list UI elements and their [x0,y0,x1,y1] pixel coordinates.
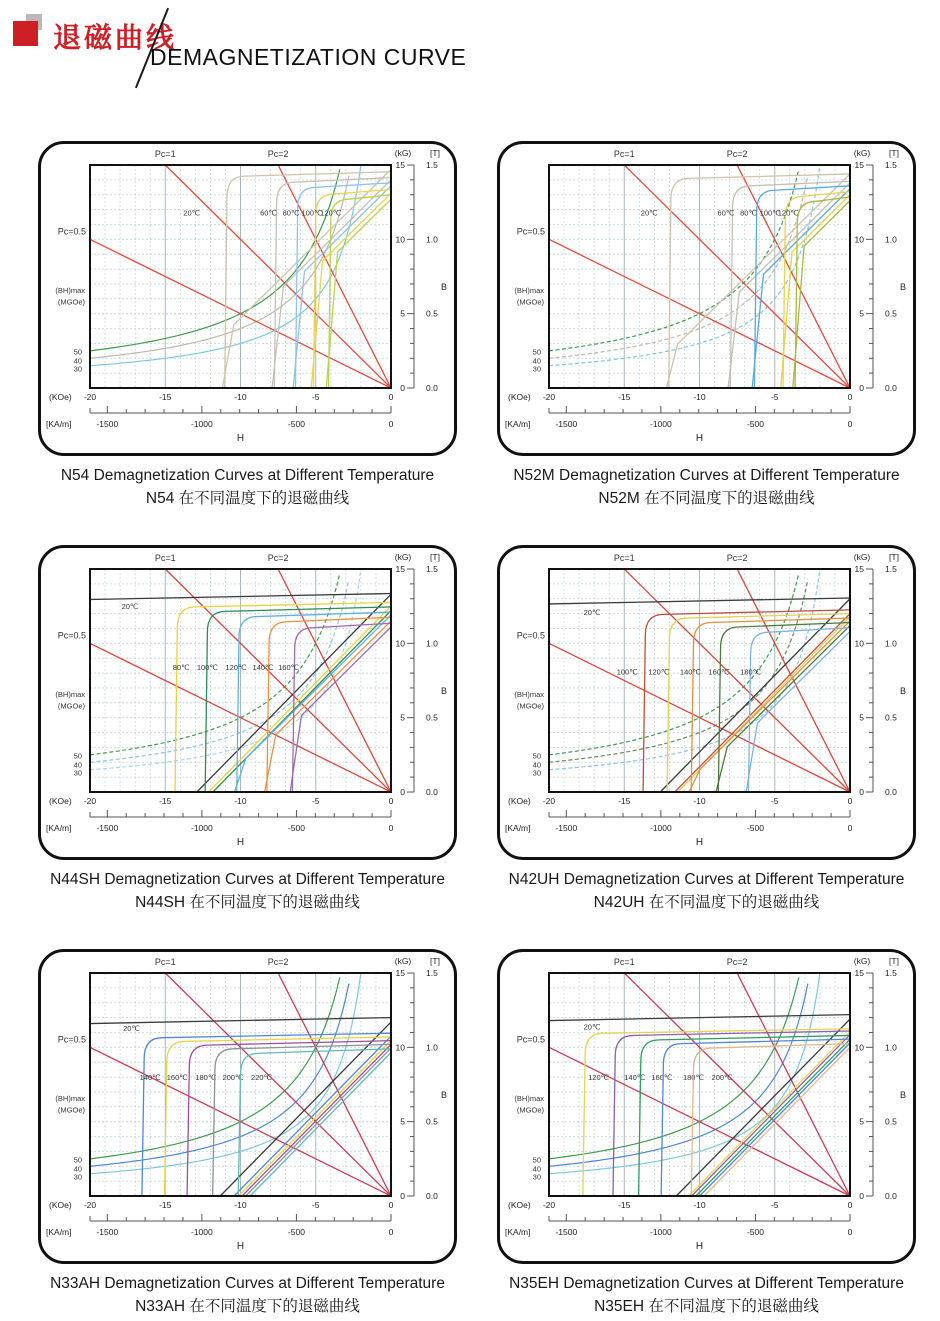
h-axis-title: H [236,1241,245,1252]
temp-label-140: 140℃ [252,663,274,673]
pc05-label: Pc=0.5 [516,226,545,237]
bhmax-value-40: 40 [532,1164,541,1174]
bhmax-value-50: 50 [73,347,82,357]
koe-tick-label: -15 [618,1200,631,1210]
t-tick-label: 1.5 [885,160,897,170]
t-tick-label: 1.0 [885,638,897,649]
t-tick-label: 0.5 [426,308,438,319]
t-tick-label: 1.5 [426,968,438,978]
caption-en: N42UH Demagnetization Curves at Different Temperature [508,871,905,888]
kam-unit-label: [KA/m] [505,419,531,429]
caption-en: N35EH Demagnetization Curves at Different Temperature [509,1275,904,1292]
t-tick-label: 0.5 [885,712,897,723]
intrinsic-curve-20 [669,174,850,388]
chart-panel-n33ah [38,949,457,1264]
temp-label-80: 80℃ [282,208,300,218]
bhmax-label: (BH)max [55,285,85,295]
caption-en: N54 Demagnetization Curves at Different Temperature [60,467,435,484]
caption-zh: N33AH 在不同温度下的退磁曲线 [135,1298,360,1315]
kam-tick-label: 0 [847,1227,853,1237]
load-line-pc-1 [624,569,850,792]
t-tick-label: 0.5 [885,1116,897,1127]
load-line-pc-1 [624,165,850,388]
kam-tick-label: -500 [287,823,305,833]
intrinsic-curve-100 [643,610,850,792]
pc1-label: Pc=1 [154,553,176,563]
temp-label-160: 160℃ [651,1073,673,1083]
t-tick-label: 1.0 [426,234,438,245]
temp-label-120: 120℃ [648,667,670,677]
t-unit-label: [T] [430,552,440,562]
chart-caption [38,868,457,914]
kam-tick-label: -1500 [555,823,578,833]
bhmax-value-40: 40 [73,356,82,366]
temp-label-200: 200℃ [711,1073,733,1083]
kg-tick-label: 15 [395,968,405,978]
pc05-label: Pc=0.5 [57,1034,86,1045]
t-tick-label: 0.0 [426,787,438,797]
kg-tick-label: 0 [400,787,405,797]
koe-unit-label: (KOe) [49,1200,72,1210]
kam-tick-label: -1000 [191,823,213,833]
t-tick-label: 0.5 [885,308,897,319]
t-tick-label: 0.0 [885,383,897,393]
chart-panel-n52m [497,141,916,456]
kam-tick-label: 0 [388,1227,394,1237]
temp-label-160: 160℃ [278,663,300,673]
bhmax-value-40: 40 [532,356,541,366]
caption-en: N33AH Demagnetization Curves at Different Temperature [50,1275,445,1292]
kg-tick-label: 10 [395,638,405,649]
h-axis-title: H [695,433,704,444]
grid [90,165,391,388]
kg-unit-label: (kG) [394,956,412,966]
t-tick-label: 0.0 [426,1191,438,1201]
n33ah-demagnetization-plot [41,952,454,1261]
chart-caption [497,1272,916,1318]
pc2-label: Pc=2 [267,149,289,159]
t-unit-label: [T] [889,956,899,966]
chart-cell-n33ah [38,949,457,1318]
koe-tick-label: -10 [693,392,706,402]
koe-tick-label: -10 [234,392,247,402]
chart-caption [497,464,916,510]
pc1-label: Pc=1 [613,149,635,159]
temp-label-20: 20℃ [123,1023,140,1033]
b-axis-title: B [899,1089,907,1100]
kg-tick-label: 0 [859,383,864,393]
caption-zh: N52M 在不同温度下的退磁曲线 [598,490,815,507]
temp-label-20: 20℃ [121,602,139,612]
koe-unit-label: (KOe) [508,796,531,806]
normal-curve-20 [222,169,391,388]
koe-tick-label: -20 [542,796,556,806]
caption-zh: N42UH 在不同温度下的退磁曲线 [593,894,820,911]
kam-tick-label: 0 [847,823,853,833]
caption-en: N52M Demagnetization Curves at Different Temperature [513,467,900,484]
temp-label-120: 120℃ [225,663,247,673]
t-tick-label: 0.5 [426,712,438,723]
koe-tick-label: -10 [693,796,706,806]
n42uh-demagnetization-plot [500,548,913,857]
h-axis-title: H [695,837,704,848]
chart-cell-n44sh [38,545,457,914]
bhmax-value-50: 50 [73,751,82,761]
bhmax-value-40: 40 [532,760,541,770]
kam-tick-label: -500 [746,823,764,833]
kg-tick-label: 10 [854,638,864,649]
t-tick-label: 1.0 [885,234,897,245]
intrinsic-curve-120 [795,197,850,388]
t-tick-label: 1.5 [426,564,438,574]
chart-caption [38,464,457,510]
kg-tick-label: 10 [395,234,405,245]
kam-tick-label: -1000 [650,419,672,429]
koe-tick-label: -15 [159,392,172,402]
temp-label-80: 80℃ [740,208,757,218]
kam-tick-label: -1500 [96,1227,119,1237]
kam-tick-label: -1000 [650,823,672,833]
bhmax-contour-50 [549,169,799,350]
kam-tick-label: -500 [287,419,305,429]
kam-tick-label: -500 [746,1227,764,1237]
mgoe-label: (MGOe) [57,297,85,307]
kam-tick-label: -1000 [191,419,213,429]
mgoe-label: (MGOe) [516,1105,544,1115]
chart-cell-n52m [497,141,916,510]
temp-label-220: 220℃ [251,1073,272,1083]
load-line-pc-2 [278,165,391,388]
t-unit-label: [T] [889,552,899,562]
kam-tick-label: -1500 [555,419,578,429]
koe-tick-label: -20 [542,392,556,402]
chart-grid [38,141,916,1318]
pc1-label: Pc=1 [154,149,176,159]
koe-tick-label: -5 [311,392,320,402]
t-tick-label: 0.0 [885,787,897,797]
t-tick-label: 1.0 [426,1042,438,1053]
koe-unit-label: (KOe) [49,392,72,402]
koe-tick-label: -5 [770,1200,779,1210]
koe-tick-label: -10 [693,1200,706,1210]
temp-label-20: 20℃ [583,608,601,618]
n54-demagnetization-plot [41,144,454,453]
b-axis-title: B [440,685,448,696]
bhmax-contour-50 [549,977,799,1158]
bhmax-label: (BH)max [514,689,544,699]
pc05-label: Pc=0.5 [516,1034,545,1045]
bhmax-contour-40 [90,984,349,1167]
koe-tick-label: 0 [847,796,853,806]
bhmax-value-30: 30 [532,364,541,374]
kg-tick-label: 0 [859,787,864,797]
koe-tick-label: -5 [770,796,779,806]
t-tick-label: 0.0 [426,383,438,393]
kam-tick-label: -1500 [555,1227,578,1237]
kg-tick-label: 5 [400,712,405,723]
temp-label-160: 160℃ [166,1073,188,1083]
pc2-label: Pc=2 [726,553,748,563]
pc1-label: Pc=1 [154,957,176,967]
grid [549,165,850,388]
bhmax-value-30: 30 [73,364,82,374]
bhmax-label: (BH)max [55,1093,85,1103]
temp-label-180: 180℃ [195,1073,217,1083]
kg-unit-label: (kG) [394,148,412,158]
temp-label-100: 100℃ [759,208,781,218]
kg-tick-label: 0 [400,1191,405,1201]
temp-label-20: 20℃ [640,208,658,218]
kam-tick-label: -1000 [650,1227,672,1237]
b-axis-title: B [899,281,907,292]
pc1-label: Pc=1 [613,553,635,563]
chart-panel-n44sh [38,545,457,860]
koe-tick-label: -10 [234,1200,247,1210]
kg-tick-label: 15 [395,564,405,574]
temp-label-200: 200℃ [222,1073,244,1083]
kg-tick-label: 15 [854,160,864,170]
normal-curve-180 [746,631,850,792]
kam-tick-label: -500 [746,419,764,429]
temp-label-100: 100℃ [301,208,323,218]
temp-label-100: 100℃ [616,667,638,677]
kg-tick-label: 5 [400,308,405,319]
koe-tick-label: 0 [388,796,394,806]
pc1-label: Pc=1 [613,957,635,967]
chart-panel-n42uh [497,545,916,860]
kam-tick-label: 0 [388,823,394,833]
n44sh-demagnetization-plot [41,548,454,857]
bhmax-contour-50 [90,169,340,350]
bhmax-contour-40 [549,580,808,763]
temp-label-180: 180℃ [682,1073,704,1083]
pc2-label: Pc=2 [267,553,289,563]
mgoe-label: (MGOe) [516,701,544,711]
t-unit-label: [T] [889,148,899,158]
kam-unit-label: [KA/m] [505,1227,531,1237]
caption-en: N44SH Demagnetization Curves at Different Temperature [50,871,445,888]
chart-caption [38,1272,457,1318]
normal-curve-140 [689,621,850,792]
temp-label-120: 120℃ [588,1073,610,1083]
load-line-pc-2 [278,973,391,1196]
chart-cell-n42uh [497,545,916,914]
temp-label-180: 180℃ [740,667,762,677]
kg-tick-label: 15 [854,968,864,978]
pc05-label: Pc=0.5 [57,226,86,237]
koe-tick-label: -15 [159,1200,172,1210]
h-axis-title: H [695,1241,704,1252]
b-axis-title: B [440,281,448,292]
pc05-label: Pc=0.5 [57,630,86,641]
koe-unit-label: (KOe) [508,392,531,402]
t-unit-label: [T] [430,148,440,158]
kg-unit-label: (kG) [394,552,412,562]
kam-tick-label: -1500 [96,823,119,833]
kg-tick-label: 5 [400,1116,405,1127]
bhmax-label: (BH)max [514,285,544,295]
kg-tick-label: 15 [854,564,864,574]
bhmax-value-50: 50 [532,751,541,761]
koe-tick-label: -5 [770,392,779,402]
koe-tick-label: -15 [618,392,631,402]
koe-tick-label: 0 [847,1200,853,1210]
bhmax-value-50: 50 [532,1155,541,1165]
intrinsic-curve-180 [187,1041,391,1196]
pc2-label: Pc=2 [726,957,748,967]
temp-label-120: 120℃ [777,208,799,218]
kam-tick-label: -1000 [191,1227,213,1237]
bhmax-label: (BH)max [55,689,85,699]
bhmax-value-40: 40 [73,1164,82,1174]
kam-unit-label: [KA/m] [46,823,72,833]
h-axis-title: H [236,837,245,848]
koe-unit-label: (KOe) [508,1200,531,1210]
page-title-zh: 退磁曲线 [53,22,178,53]
koe-tick-label: -20 [83,796,97,806]
mgoe-label: (MGOe) [516,297,544,307]
t-tick-label: 1.0 [885,1042,897,1053]
kam-tick-label: -500 [287,1227,305,1237]
koe-tick-label: 0 [388,392,394,402]
kg-tick-label: 15 [395,160,405,170]
chart-panel-n54 [38,141,457,456]
bhmax-contour-40 [90,176,349,359]
normal-curve-140 [265,621,391,792]
bhmax-contour-50 [549,573,799,754]
t-tick-label: 1.0 [426,638,438,649]
temp-label-160: 160℃ [708,667,730,677]
koe-tick-label: -5 [311,796,320,806]
caption-zh: N44SH 在不同温度下的退磁曲线 [135,894,360,911]
bhmax-value-30: 30 [73,768,82,778]
koe-tick-label: 0 [388,1200,394,1210]
bhmax-value-50: 50 [532,347,541,357]
kg-tick-label: 5 [859,308,864,319]
kg-unit-label: (kG) [853,552,871,562]
pc05-label: Pc=0.5 [516,630,545,641]
koe-tick-label: -15 [159,796,172,806]
koe-tick-label: -20 [83,392,97,402]
koe-unit-label: (KOe) [49,796,72,806]
intrinsic-curve-160 [639,1035,850,1196]
bhmax-value-30: 30 [532,768,541,778]
chart-caption [497,868,916,914]
kam-unit-label: [KA/m] [46,1227,72,1237]
temp-label-140: 140℃ [679,667,701,677]
b-axis-title: B [899,685,907,696]
normal-curve-120 [326,199,391,388]
kam-tick-label: 0 [388,419,394,429]
kam-unit-label: [KA/m] [505,823,531,833]
page-header [0,0,940,120]
h-axis-title: H [236,433,245,444]
n52m-demagnetization-plot [500,144,913,453]
temp-label-60: 60℃ [717,208,735,218]
t-tick-label: 1.5 [885,968,897,978]
temp-label-140: 140℃ [139,1073,161,1083]
kg-tick-label: 0 [859,1191,864,1201]
kg-tick-label: 5 [859,1116,864,1127]
temp-label-20: 20℃ [583,1022,601,1032]
bhmax-value-50: 50 [73,1155,82,1165]
kg-unit-label: (kG) [853,148,871,158]
t-tick-label: 1.5 [885,564,897,574]
koe-tick-label: -15 [618,796,631,806]
load-line-pc-2 [737,973,850,1196]
t-tick-label: 0.0 [885,1191,897,1201]
kg-tick-label: 0 [400,383,405,393]
load-line-pc-1 [165,569,391,792]
bhmax-value-30: 30 [73,1172,82,1182]
temp-label-140: 140℃ [624,1073,646,1083]
temp-label-120: 120℃ [320,208,342,218]
kam-unit-label: [KA/m] [46,419,72,429]
pc2-label: Pc=2 [726,149,748,159]
koe-tick-label: -20 [83,1200,97,1210]
decor-square-red [13,21,38,46]
koe-tick-label: -5 [311,1200,320,1210]
caption-zh: N54 在不同温度下的退磁曲线 [145,490,350,507]
kg-tick-label: 10 [854,234,864,245]
kg-tick-label: 10 [854,1042,864,1053]
temp-label-20: 20℃ [183,208,201,218]
mgoe-label: (MGOe) [57,701,85,711]
koe-tick-label: -20 [542,1200,556,1210]
temp-label-100: 100℃ [196,663,218,673]
chart-cell-n54 [38,141,457,510]
chart-cell-n35eh [497,949,916,1318]
n35eh-demagnetization-plot [500,952,913,1261]
bhmax-contour-40 [549,176,808,359]
b-axis-title: B [440,1089,448,1100]
t-unit-label: [T] [430,956,440,966]
kg-unit-label: (kG) [853,956,871,966]
page-title-en: DEMAGNETIZATION CURVE [150,44,467,70]
koe-tick-label: 0 [847,392,853,402]
t-tick-label: 1.5 [426,160,438,170]
kg-tick-label: 10 [395,1042,405,1053]
chart-panel-n35eh [497,949,916,1264]
kg-tick-label: 5 [859,712,864,723]
kam-tick-label: -1500 [96,419,119,429]
pc2-label: Pc=2 [267,957,289,967]
kam-tick-label: 0 [847,419,853,429]
bhmax-label: (BH)max [514,1093,544,1103]
temp-label-80: 80℃ [172,663,190,673]
intrinsic-curve-160 [718,623,850,792]
t-tick-label: 0.5 [426,1116,438,1127]
bhmax-value-40: 40 [73,760,82,770]
caption-zh: N35EH 在不同温度下的退磁曲线 [594,1298,819,1315]
koe-tick-label: -10 [234,796,247,806]
bhmax-value-30: 30 [532,1172,541,1182]
mgoe-label: (MGOe) [57,1105,85,1115]
temp-label-60: 60℃ [260,208,277,218]
